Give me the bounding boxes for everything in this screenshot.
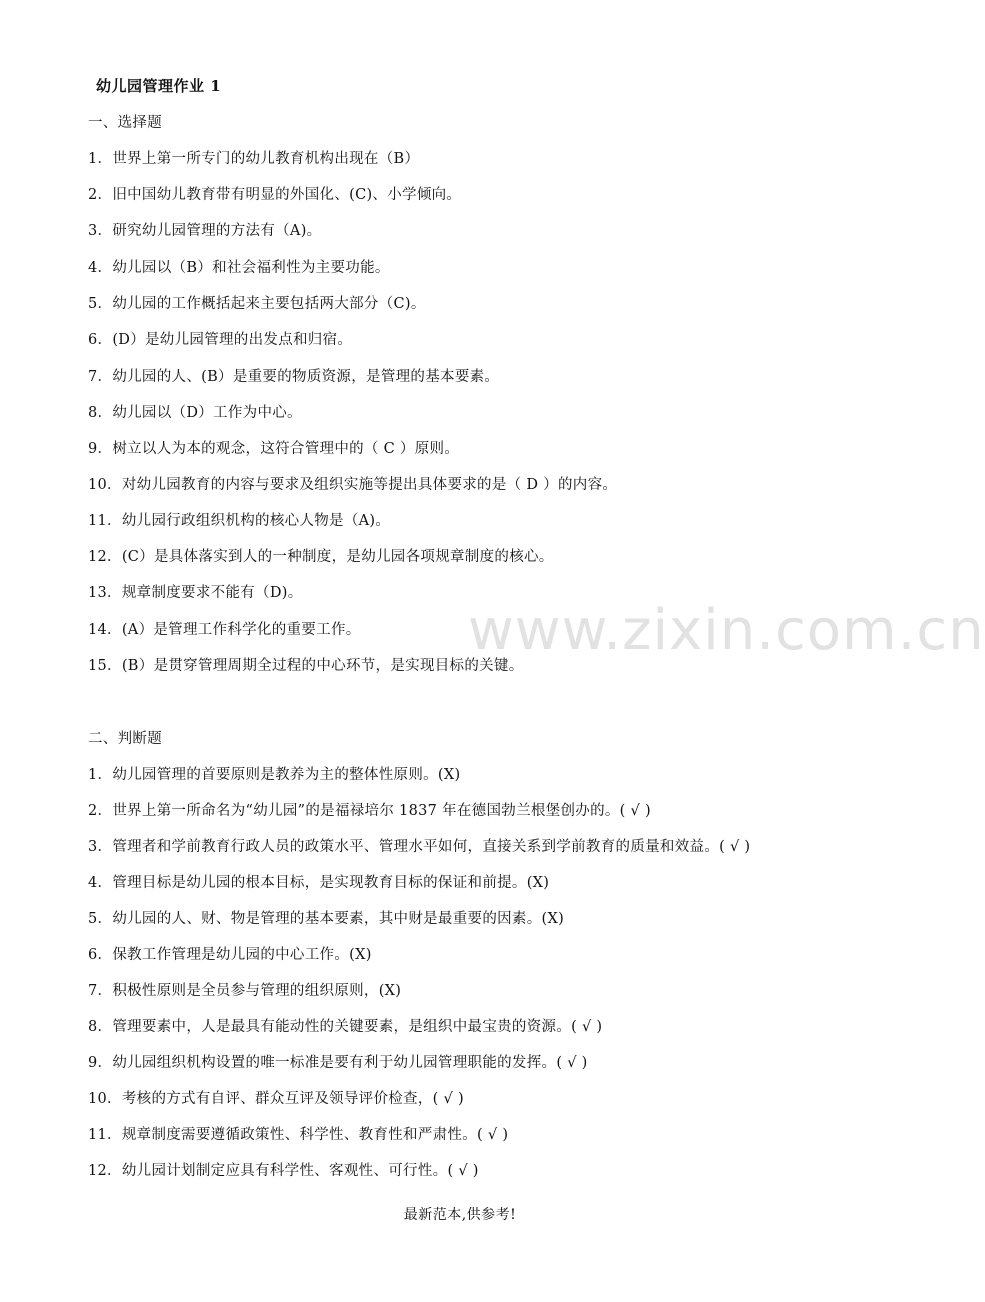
- choice-item: 7．幼儿园的人、(B）是重要的物质资源，是管理的基本要素。: [88, 369, 500, 385]
- choice-item: 14．(A）是管理工作科学化的重要工作。: [88, 622, 361, 638]
- judgment-item: 9．幼儿园组织机构设置的唯一标准是要有利于幼儿园管理职能的发挥。( √ ): [88, 1055, 588, 1071]
- choice-item: 5．幼儿园的工作概括起来主要包括两大部分（C)。: [88, 296, 426, 312]
- choice-item: 4．幼儿园以（B）和社会福利性为主要功能。: [88, 260, 390, 276]
- judgment-item: 8．管理要素中，人是最具有能动性的关键要素，是组织中最宝贵的资源。( √ ): [88, 1019, 603, 1035]
- choice-item: 15．(B）是贯穿管理周期全过程的中心环节，是实现目标的关键。: [88, 658, 524, 674]
- judgment-item: 1．幼儿园管理的首要原则是教养为主的整体性原则。(X): [88, 767, 461, 783]
- judgment-item: 6．保教工作管理是幼儿园的中心工作。(X): [88, 947, 372, 963]
- judgment-item: 12．幼儿园计划制定应具有科学性、客观性、可行性。( √ ): [88, 1163, 479, 1179]
- choice-item: 8．幼儿园以（D）工作为中心。: [88, 405, 302, 421]
- section-heading-choice: 一、选择题: [88, 115, 162, 131]
- judgment-item: 4．管理目标是幼儿园的根本目标，是实现教育目标的保证和前提。(X): [88, 875, 550, 891]
- watermark: www.zixin.com.cn: [468, 598, 985, 663]
- section-heading-judgment: 二、判断题: [88, 731, 162, 747]
- judgment-item: 10．考核的方式有自评、群众互评及领导评价检查，( √ ): [88, 1091, 464, 1107]
- page-footer: 最新范本,供参考!: [403, 1207, 517, 1223]
- judgment-item: 11．规章制度需要遵循政策性、科学性、教育性和严肃性。( √ ): [88, 1127, 509, 1143]
- choice-item: 3．研究幼儿园管理的方法有（A)。: [88, 223, 322, 239]
- choice-item: 2．旧中国幼儿教育带有明显的外国化、(C)、小学倾向。: [88, 187, 462, 203]
- document-title: 幼儿园管理作业 1: [96, 77, 222, 95]
- choice-item: 9．树立以人为本的观念，这符合管理中的（ C ）原则。: [88, 441, 460, 457]
- choice-item: 6．(D）是幼儿园管理的出发点和归宿。: [88, 332, 353, 348]
- choice-item: 13．规章制度要求不能有（D)。: [88, 585, 303, 601]
- choice-item: 1．世界上第一所专门的幼儿教育机构出现在（B）: [88, 151, 420, 167]
- choice-item: 12．(C）是具体落实到人的一种制度，是幼儿园各项规章制度的核心。: [88, 549, 554, 565]
- judgment-item: 3．管理者和学前教育行政人员的政策水平、管理水平如何，直接关系到学前教育的质量和效益。( √ ): [88, 839, 751, 855]
- choice-item: 11．幼儿园行政组织机构的核心人物是（A)。: [88, 513, 391, 529]
- choice-item: 10．对幼儿园教育的内容与要求及组织实施等提出具体要求的是（ D ）的内容。: [88, 477, 618, 493]
- judgment-item: 5．幼儿园的人、财、物是管理的基本要素，其中财是最重要的因素。(X): [88, 911, 565, 927]
- judgment-item: 2．世界上第一所命名为“幼儿园”的是福禄培尔 1837 年在德国勃兰根堡创办的。( √ ): [88, 803, 651, 819]
- judgment-item: 7．积极性原则是全员参与管理的组织原则，(X): [88, 983, 402, 999]
